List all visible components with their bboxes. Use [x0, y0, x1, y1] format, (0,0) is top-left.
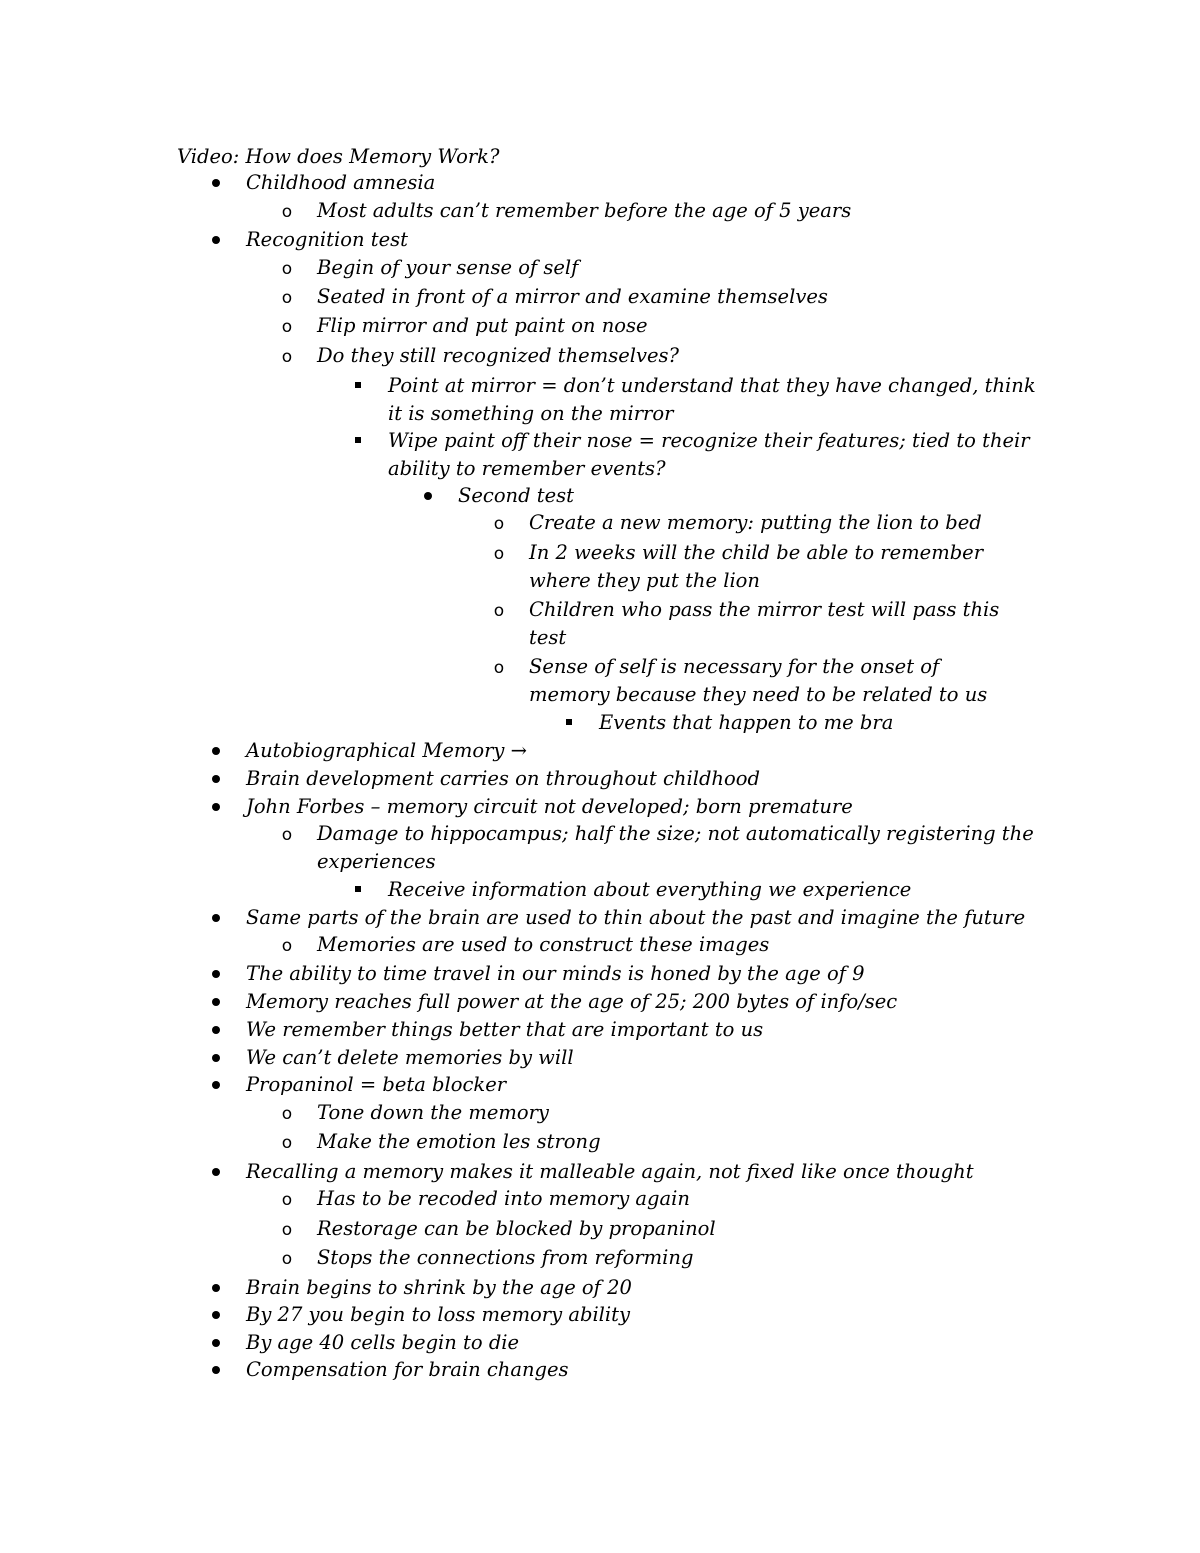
list-item-text: The ability to time travel in our minds is honed by the age of 9 [246, 962, 865, 985]
list-item-text: Childhood amnesia [246, 171, 436, 194]
list-item-text: Brain begins to shrink by the age of 20 [246, 1276, 632, 1299]
list-item-text: By 27 you begin to loss memory ability [246, 1303, 631, 1326]
list-item-text: Receive information about everything we experience [388, 878, 912, 901]
list-item-text: Memories are used to construct these images [317, 933, 770, 956]
list-item [281, 283, 1037, 311]
list-item [281, 1244, 1037, 1272]
list-item-text: Autobiographical Memory → [246, 739, 527, 762]
bullet-circle-icon: o [493, 514, 505, 534]
list-item [493, 509, 1009, 537]
list-item-text: Recalling a memory makes it malleable again, not fixed like once thought [246, 1160, 974, 1183]
list-item [246, 1274, 1046, 1302]
list-item [246, 226, 1046, 254]
list-item-text: Memory reaches full power at the age of 25; 200 bytes of info/sec [246, 990, 898, 1013]
list-item-text: Stops the connections from reforming [317, 1246, 694, 1269]
list-item-text: Children who pass the mirror test will pass this test [529, 598, 1000, 649]
list-item-text: Recognition test [246, 228, 408, 251]
bullet-circle-icon: o [281, 1190, 293, 1210]
page-title: Video: How does Memory Work? [177, 145, 500, 168]
list-item-text: We can’t delete memories by will [246, 1046, 574, 1069]
list-item [281, 1215, 1037, 1243]
list-item-text: Second test [458, 484, 575, 507]
list-item [246, 765, 1046, 793]
list-item [493, 596, 1009, 652]
list-item-text: In 2 weeks will the child be able to remember where they put the lion [529, 541, 984, 592]
list-item [281, 342, 1037, 370]
list-item-text: We remember things better that are important to us [246, 1018, 764, 1041]
list-item-text: Point at mirror = don’t understand that they have changed, think it is something on the mirror [388, 374, 1036, 425]
list-item [246, 793, 1046, 821]
list-item [246, 169, 1046, 197]
list-item [246, 1301, 1046, 1329]
bullet-circle-icon: o [281, 259, 293, 279]
bullet-circle-icon: o [281, 317, 293, 337]
list-item-text: Compensation for brain changes [246, 1358, 569, 1381]
list-item-text: Make the emotion les strong [317, 1130, 601, 1153]
list-item-text: Flip mirror and put paint on nose [317, 314, 648, 337]
list-item [246, 1044, 1046, 1072]
list-item-text: Has to be recoded into memory again [317, 1187, 690, 1210]
bullet-circle-icon: o [281, 288, 293, 308]
list-item [281, 1185, 1037, 1213]
list-item-text: Propaninol = beta blocker [246, 1073, 507, 1096]
list-item-text: Wipe paint off their nose = recognize their features; tied to their ability to remember events? [388, 429, 1030, 480]
list-item [281, 931, 1037, 959]
bullet-circle-icon: o [281, 1133, 293, 1153]
list-item-text: Create a new memory: putting the lion to bed [529, 511, 982, 534]
bullet-circle-icon: o [281, 202, 293, 222]
list-item [246, 1071, 1046, 1099]
list-item [246, 1356, 1046, 1384]
list-item-text: Restorage can be blocked by propaninol [317, 1217, 716, 1240]
list-item [458, 482, 1018, 510]
list-item-text: Brain development carries on throughout childhood [246, 767, 760, 790]
list-item [599, 709, 1019, 737]
list-item-text: Same parts of the brain are used to thin about the past and imagine the future [246, 906, 1026, 929]
list-item-text: Events that happen to me bra [599, 711, 894, 734]
list-item [388, 427, 1038, 483]
list-item-text: Do they still recognized themselves? [317, 344, 679, 367]
list-item-text: Tone down the memory [317, 1101, 549, 1124]
list-item [281, 1099, 1037, 1127]
list-item [281, 197, 1037, 225]
bullet-circle-icon: o [281, 1104, 293, 1124]
list-item-text: Sense of self is necessary for the onset of memory because they need to be related to us [529, 655, 988, 706]
list-item [246, 1158, 1046, 1186]
list-item-text: Damage to hippocampus; half the size; not automatically registering the experiences [317, 822, 1034, 873]
bullet-circle-icon: o [281, 825, 293, 845]
bullet-circle-icon: o [493, 658, 505, 678]
list-item-text: By age 40 cells begin to die [246, 1331, 520, 1354]
list-item [246, 988, 1046, 1016]
list-item [493, 653, 1009, 709]
list-item [281, 254, 1037, 282]
list-item-text: John Forbes – memory circuit not developed; born premature [246, 795, 853, 818]
list-item [246, 1016, 1046, 1044]
list-item-text: Seated in front of a mirror and examine themselves [317, 285, 828, 308]
list-item [388, 372, 1038, 428]
list-item [493, 539, 1009, 595]
list-item [246, 904, 1046, 932]
bullet-circle-icon: o [493, 544, 505, 564]
bullet-circle-icon: o [281, 1220, 293, 1240]
list-item-text: Begin of your sense of self [317, 256, 579, 279]
list-item [281, 1128, 1037, 1156]
list-item [246, 1329, 1046, 1357]
list-item [281, 820, 1037, 876]
list-item [281, 312, 1037, 340]
list-item [388, 876, 1038, 904]
list-item [246, 737, 1046, 765]
list-item [246, 960, 1046, 988]
bullet-circle-icon: o [281, 936, 293, 956]
list-item-text: Most adults can’t remember before the age of 5 years [317, 199, 852, 222]
bullet-circle-icon: o [281, 1249, 293, 1269]
bullet-circle-icon: o [281, 347, 293, 367]
bullet-circle-icon: o [493, 601, 505, 621]
